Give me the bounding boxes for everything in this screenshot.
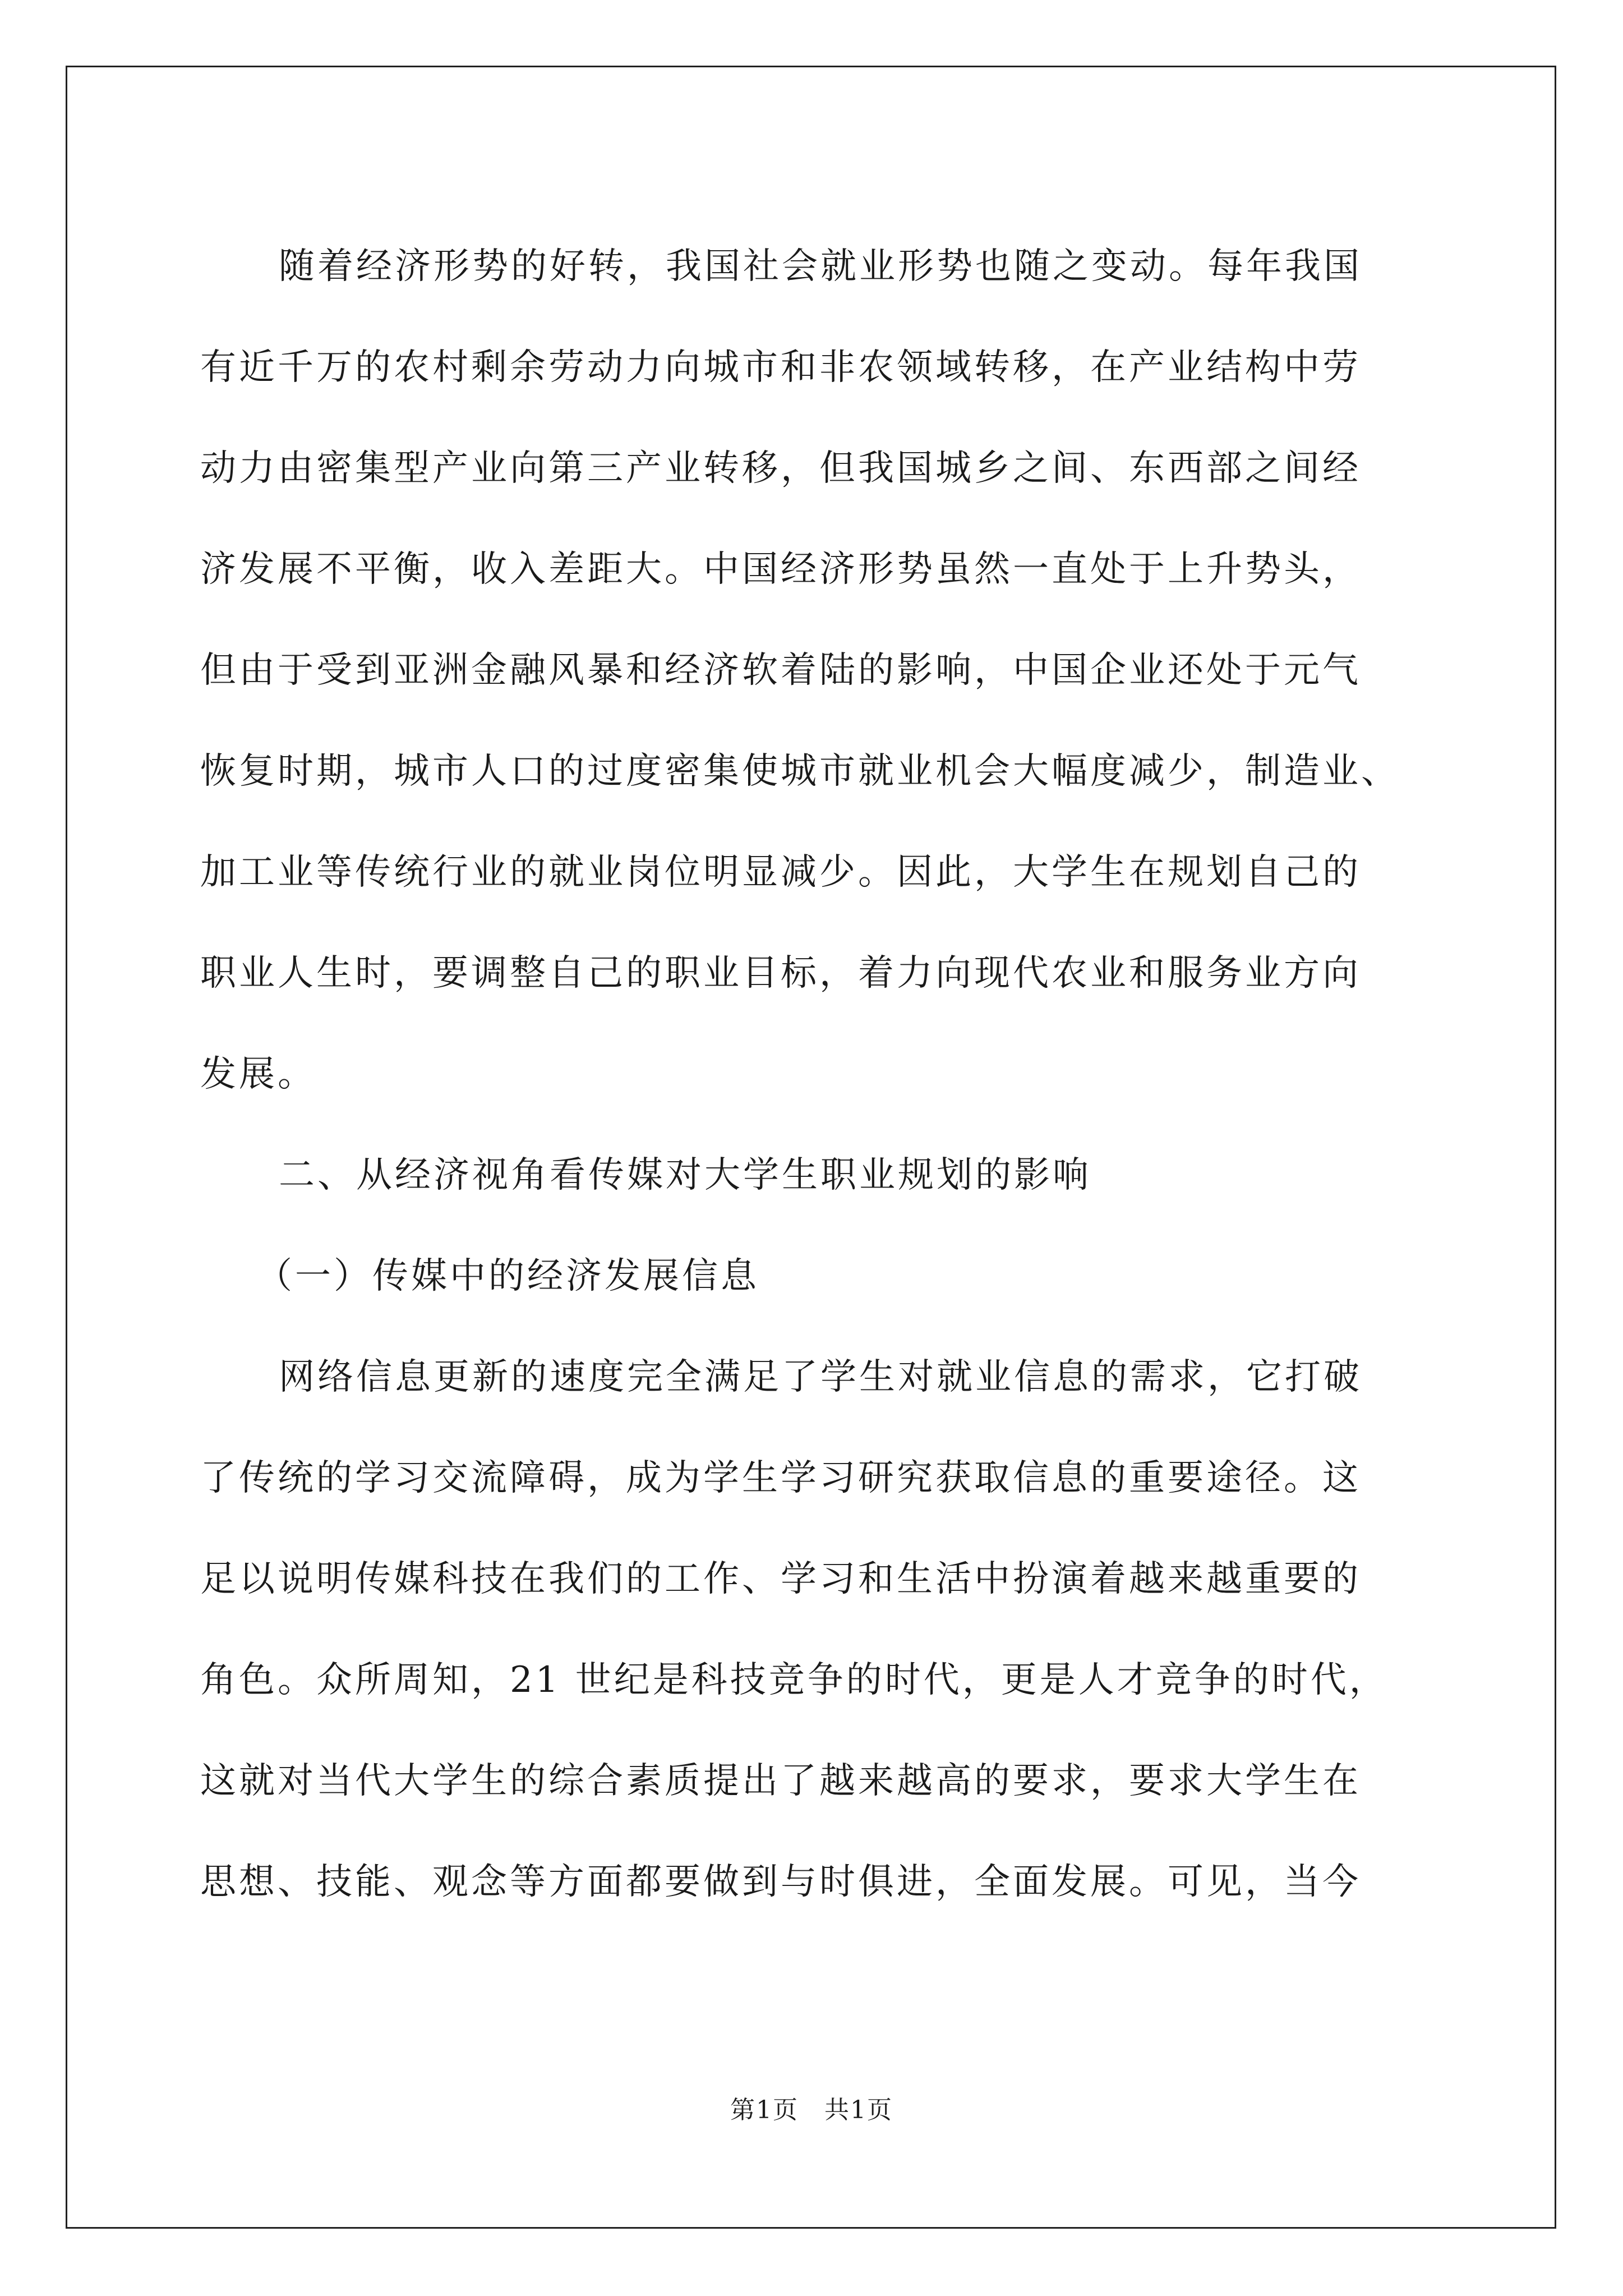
- text-line: 足以说明传媒科技在我们的工作、学习和生活中扮演着越来越重要的: [200, 1558, 1361, 1600]
- text-line: 网络信息更新的速度完全满足了学生对就业信息的需求，它打破: [279, 1356, 1362, 1398]
- text-line: 角色。众所周知，21 世纪是科技竞争的时代，更是人才竞争的时代，: [200, 1659, 1388, 1701]
- text-line: 随着经济形势的好转，我国社会就业形势也随之变动。每年我国: [279, 246, 1362, 287]
- document-body: [200, 216, 1423, 1932]
- text-line: 了传统的学习交流障碍，成为学生学习研究获取信息的重要途径。这: [200, 1457, 1361, 1499]
- page-footer: [0, 2090, 1623, 2125]
- paragraph-employment-situation: [200, 216, 1423, 1125]
- text-line: 思想、技能、观念等方面都要做到与时俱进，全面发展。可见，当今: [200, 1861, 1361, 1903]
- section-heading: [200, 1125, 1423, 1226]
- text-line: 职业人生时，要调整自己的职业目标，着力向现代农业和服务业方向: [200, 953, 1361, 994]
- heading-line: 二、从经济视角看传媒对大学生职业规划的影响: [279, 1154, 1091, 1196]
- heading-line: （一）传媒中的经济发展信息: [256, 1255, 759, 1297]
- text-line: 济发展不平衡，收入差距大。中国经济形势虽然一直处于上升势头，: [200, 549, 1361, 590]
- text-line: 加工业等传统行业的就业岗位明显减少。因此，大学生在规划自己的: [200, 852, 1361, 893]
- text-line: 但由于受到亚洲金融风暴和经济软着陆的影响，中国企业还处于元气: [200, 650, 1361, 691]
- text-line: 有近千万的农村剩余劳动力向城市和非农领域转移，在产业结构中劳: [200, 347, 1361, 388]
- page-number-label: 第1页 共1页: [730, 2096, 893, 2124]
- subsection-heading: [200, 1226, 1423, 1327]
- paragraph-media-information: [200, 1327, 1423, 1932]
- text-line: 动力由密集型产业向第三产业转移，但我国城乡之间、东西部之间经: [200, 448, 1361, 489]
- text-line: 这就对当代大学生的综合素质提出了越来越高的要求，要求大学生在: [200, 1760, 1361, 1802]
- text-line: 发展。: [200, 1053, 316, 1095]
- text-line: 恢复时期，城市人口的过度密集使城市就业机会大幅度减少，制造业、: [200, 751, 1400, 792]
